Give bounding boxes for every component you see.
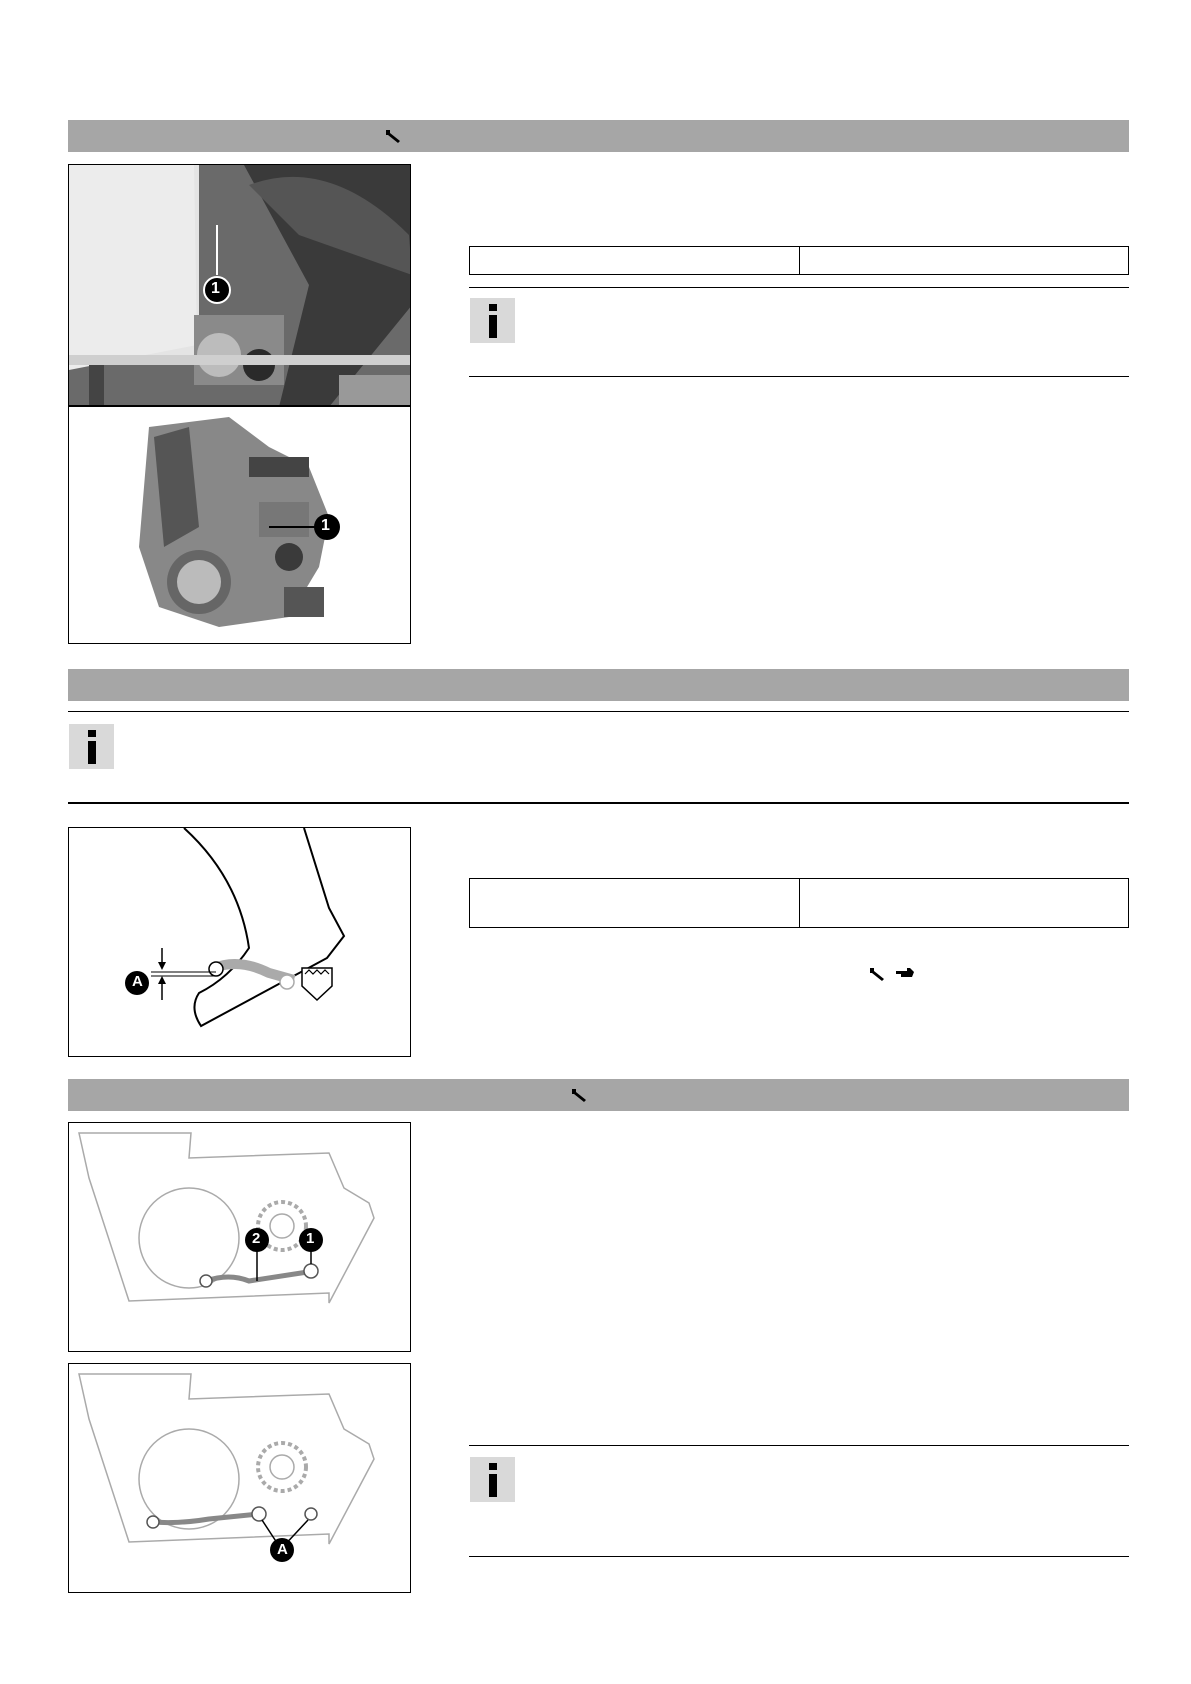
section-header-bar-3 — [68, 1079, 1129, 1111]
pedal-linkage-figure-1 — [68, 1122, 411, 1352]
callout-2: 2 — [252, 1230, 261, 1247]
section-header-bar-1 — [68, 120, 1129, 152]
spec-table-cell — [799, 247, 1129, 274]
note-rule-top — [469, 287, 1129, 288]
note-rule-bottom — [469, 376, 1129, 377]
note-rule-bottom — [68, 802, 1129, 804]
info-icon — [470, 1457, 515, 1502]
pedal-linkage-figure-2 — [68, 1363, 411, 1593]
boot-pedal-figure — [68, 827, 411, 1057]
spec-table-cell — [799, 879, 1129, 927]
spec-table-1 — [469, 246, 1129, 275]
wrench-icon — [570, 1087, 588, 1103]
section-header-bar-2 — [68, 669, 1129, 701]
callout-A: A — [132, 973, 143, 990]
wrench-icon — [384, 128, 402, 144]
note-rule-top — [68, 711, 1129, 712]
note-rule-top — [469, 1445, 1129, 1446]
spec-table-cell — [470, 879, 799, 927]
pointing-hand-icon — [895, 966, 915, 980]
callout-1: 1 — [306, 1230, 315, 1247]
callout-A: A — [277, 1541, 288, 1558]
throttle-photo-figure — [68, 164, 411, 406]
callout-1: 1 — [321, 517, 330, 534]
note-rule-bottom — [469, 1556, 1129, 1557]
callout-1: 1 — [211, 280, 220, 297]
spec-table-2 — [469, 878, 1129, 928]
info-icon — [470, 298, 515, 343]
info-icon — [69, 724, 114, 769]
throttle-body-figure — [68, 406, 411, 644]
wrench-icon — [868, 966, 886, 982]
spec-table-cell — [470, 247, 799, 274]
